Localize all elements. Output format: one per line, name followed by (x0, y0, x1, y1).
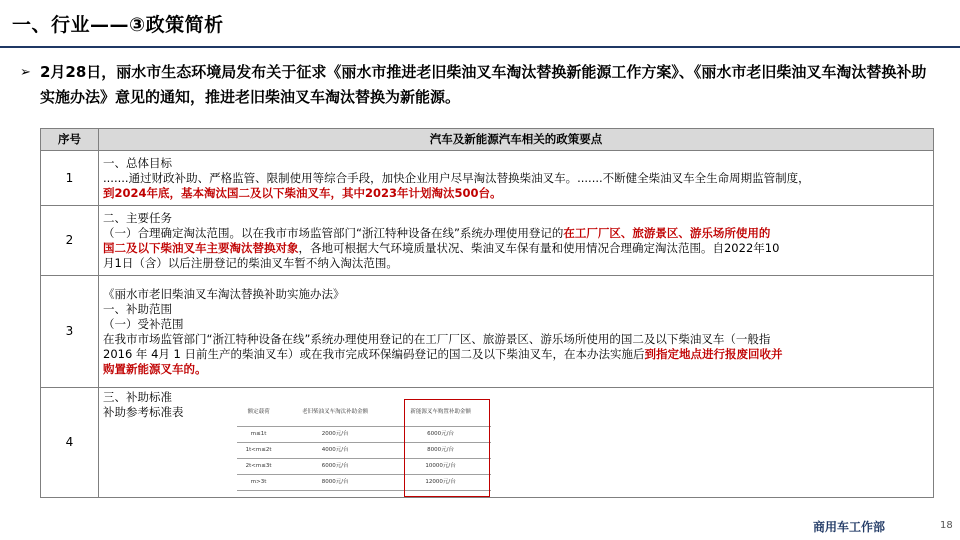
text-line: .......通过财政补助、严格监管、限制使用等综合手段，加快企业用户尽早淘汰替换柴油叉车。.......不断健全柴油叉车全生命周期监管制度， (103, 170, 810, 185)
text-line: 补助参考标准表 (103, 405, 184, 419)
row-number: 4 (41, 388, 99, 498)
text-line: 《丽水市老旧柴油叉车淘汰替换补助实施办法》 (103, 286, 345, 301)
highlight-text: 国二及以下柴油叉车主要淘汰替换对象 (103, 240, 299, 255)
subsidy-cell: m≤1t (237, 426, 280, 442)
page-number: 18 (940, 520, 953, 531)
title-bar (0, 0, 960, 47)
table-header-row (41, 129, 934, 151)
text-line (103, 347, 929, 362)
row-content (99, 276, 934, 388)
text-line: 二、主要任务 (103, 210, 172, 225)
summary-text: 2月28日，丽水市生态环境局发布关于征求《丽水市推进老旧柴油叉车淘汰替换新能源工作方案》、《丽水市老旧柴油叉车淘汰替换补助实施办法》意见的通知，推进老旧柴油叉车淘汰替换为新能源。 (40, 63, 927, 106)
new-energy-column-highlight (404, 399, 490, 497)
text-line (103, 241, 929, 256)
row-number: 3 (41, 276, 99, 388)
header-content: 汽车及新能源汽车相关的政策要点 (99, 129, 934, 151)
arrow-bullet-icon: ➢ (20, 65, 31, 80)
table-row (41, 151, 934, 206)
subsidy-cell: 2000元/台 (280, 426, 390, 442)
subsidy-cell: 12000元/台 (390, 474, 491, 490)
table-row (41, 206, 934, 276)
text-line: （一）受补范围 (103, 316, 184, 331)
page-title: 一、行业——③政策简析 (12, 14, 224, 36)
text-segment: 2016 年 4月 1 日前生产的柴油叉车）或在我市完成环保编码登记的国二及以下柴油叉车，在本办法实施后 (103, 346, 645, 361)
text-line (103, 226, 929, 241)
subsidy-header-cell: 新能源叉车购置补助金额 (390, 400, 491, 426)
highlight-text: 在工厂厂区、旅游景区、游乐场所使用的 (563, 225, 771, 240)
subsidy-header-cell: 老旧柴油叉车淘汰补助金额 (280, 400, 390, 426)
highlight-text: 到指定地点进行报废回收并 (644, 346, 783, 361)
title-divider (0, 46, 960, 48)
subsidy-cell: 4000元/台 (280, 442, 390, 458)
text-line: 三、补助标准 (103, 390, 172, 404)
highlight-text: 购置新能源叉车的。 (103, 361, 207, 376)
subsidy-cell: 6000元/台 (390, 426, 491, 442)
row-content (99, 206, 934, 276)
text-line: 一、补助范围 (103, 301, 172, 316)
subsidy-cell: 8000元/台 (280, 474, 390, 490)
subsidy-cell: 8000元/台 (390, 442, 491, 458)
subsidy-cell: 6000元/台 (280, 458, 390, 474)
subsidy-cell: 10000元/台 (390, 458, 491, 474)
row-content (99, 151, 934, 206)
footer-department: 商用车工作部 (813, 520, 886, 534)
subsidy-cell: m>3t (237, 474, 280, 490)
text-segment: （一）合理确定淘汰范围。以在我市市场监管部门“浙江特种设备在线”系统办理使用登记的 (103, 225, 564, 240)
subsidy-cell: 2t<m≤3t (237, 458, 280, 474)
highlight-text: 到2024年底，基本淘汰国二及以下柴油叉车，其中2023年计划淘汰500台。 (103, 185, 502, 200)
table-row (41, 276, 934, 388)
summary-bullet (20, 60, 940, 110)
text-line: 月1日（含）以后注册登记的柴油叉车暂不纳入淘汰范围。 (103, 255, 398, 270)
row-content (99, 388, 934, 498)
row-number: 1 (41, 151, 99, 206)
subsidy-cell: 1t<m≤2t (237, 442, 280, 458)
row-number: 2 (41, 206, 99, 276)
text-line: 一、总体目标 (103, 155, 172, 170)
text-segment: ，各地可根据大气环境质量状况、柴油叉车保有量和使用情况合理确定淘汰范围。自2022年10 (298, 240, 780, 255)
header-num: 序号 (41, 129, 99, 151)
text-line: 在我市市场监管部门“浙江特种设备在线”系统办理使用登记的在工厂厂区、旅游景区、游乐场所使用的国二及以下柴油叉车（一般指 (103, 331, 771, 346)
subsidy-header-cell: 额定载荷 (237, 400, 280, 426)
